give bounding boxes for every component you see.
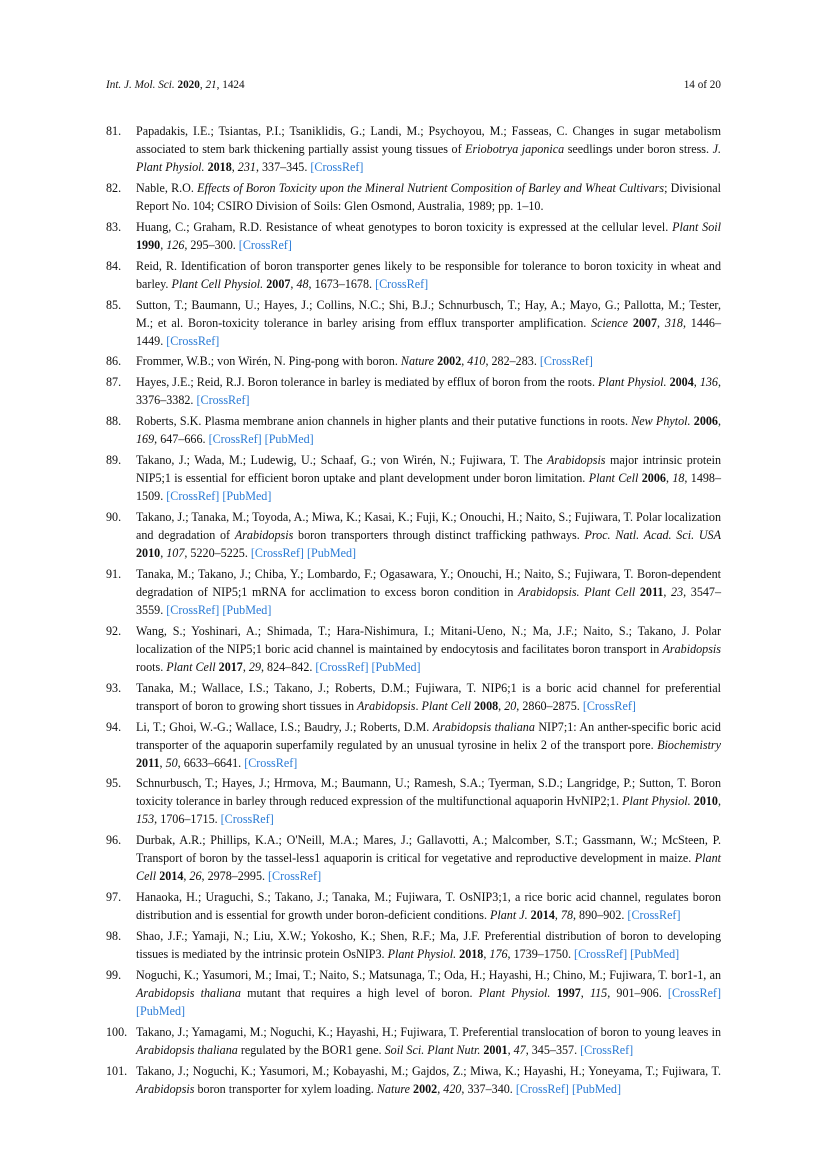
reference-italic-text: Arabidopsis — [234, 528, 294, 543]
reference-italic-text: Proc. Natl. Acad. Sci. USA — [584, 528, 721, 543]
reference-text-segment: , — [437, 1081, 444, 1096]
reference-year: 2014 — [159, 869, 184, 884]
reference-number: 86. — [106, 354, 122, 369]
reference-italic-text: 23 — [671, 584, 684, 599]
reference-item — [106, 296, 721, 350]
reference-italic-text: Eriobotrya japonica — [465, 142, 565, 156]
reference-text-segment: , 2978–2995. — [201, 869, 269, 884]
reference-text-segment: Huang, C.; Graham, R.D. Resistance of wheat genotypes to boron toxicity is expressed at the cellular level. — [136, 219, 673, 234]
reference-italic-text: Plant Cell — [421, 698, 471, 713]
reference-item — [106, 774, 721, 828]
crossref-link[interactable]: [CrossRef] — [627, 908, 681, 923]
reference-item — [106, 373, 721, 409]
reference-year: 1990 — [136, 237, 161, 252]
reference-text — [136, 776, 721, 826]
pubmed-link[interactable]: [PubMed] — [571, 1081, 621, 1096]
reference-text-segment: , — [717, 794, 721, 809]
reference-italic-text: 26 — [189, 869, 202, 884]
reference-text-segment: , — [160, 237, 167, 252]
reference-text-segment: , — [231, 160, 238, 174]
reference-item — [106, 257, 721, 293]
reference-text — [136, 298, 721, 348]
reference-text-segment: Takano, J.; Noguchi, K.; Yasumori, M.; Kobayashi, M.; Gajdos, Z.; Miwa, K.; Hayashi, H.; Yoneyama, T.; Fujiwara, T. — [136, 1063, 721, 1078]
reference-number: 100. — [106, 1024, 128, 1039]
reference-year: 2018 — [459, 947, 484, 962]
running-header — [106, 77, 721, 93]
reference-text-segment: , 295–300. — [184, 237, 239, 252]
crossref-link[interactable]: [CrossRef] — [582, 698, 636, 713]
reference-text-segment: Reid, R. Identification of boron transporter genes likely to be responsible for tolerance to boron toxicity in wheat and barley. — [136, 258, 721, 291]
reference-year: 2010 — [136, 546, 161, 561]
reference-number: 99. — [106, 968, 122, 983]
reference-text-segment: Shao, J.F.; Yamaji, N.; Liu, X.W.; Yokosho, K.; Shen, R.F.; Ma, J.F. Preferential distribution of boron to developing tissues is mediated by the intrinsic protein OsNIP3. — [136, 929, 721, 962]
pubmed-link[interactable]: [PubMed] — [136, 1004, 186, 1019]
reference-italic-text: Plant Physiol. — [387, 947, 457, 962]
reference-italic-text: Plant Physiol. — [622, 794, 691, 809]
reference-item — [106, 622, 721, 676]
reference-year: 2006 — [641, 471, 666, 486]
reference-italic-text: Biochemistry — [657, 737, 721, 752]
reference-text-segment: seedlings under boron stress. — [564, 142, 713, 156]
reference-text-segment: boron transporters through distinct trafficking pathways. — [293, 528, 585, 543]
reference-item — [106, 1023, 721, 1059]
reference-italic-text: Soil Sci. Plant Nutr. — [384, 1042, 481, 1057]
reference-year: 1997 — [556, 986, 581, 1001]
reference-italic-text: Arabidopsis. — [518, 584, 580, 599]
reference-text-segment: , — [160, 546, 167, 561]
reference-item — [106, 218, 721, 254]
reference-italic-text: 20 — [504, 698, 517, 713]
reference-text-segment: , 1706–1715. — [154, 812, 221, 827]
reference-number: 85. — [106, 297, 122, 312]
reference-text-segment: Takano, J.; Tanaka, M.; Toyoda, A.; Miwa, K.; Kasai, K.; Fuji, K.; Onouchi, H.; Naito, S.; Fujiwara, T. Polar localization and degradation of — [136, 510, 721, 543]
reference-text-segment: , — [159, 755, 166, 770]
reference-item — [106, 179, 721, 215]
reference-italic-text: Arabidopsis — [547, 453, 606, 468]
reference-italic-text: Arabidopsis — [357, 698, 416, 713]
reference-italic-text: New Phytol. — [631, 414, 691, 429]
reference-item — [106, 565, 721, 619]
reference-italic-text: Plant Cell Physiol. — [171, 276, 264, 291]
reference-text-segment: Li, T.; Ghoi, W.-G.; Wallace, I.S.; Baudry, J.; Roberts, D.M. — [136, 719, 433, 734]
pubmed-link[interactable]: [PubMed] — [222, 602, 272, 617]
reference-year: 2017 — [218, 659, 243, 674]
reference-italic-text: 420 — [443, 1081, 462, 1096]
reference-text — [136, 453, 721, 503]
reference-text-segment: , — [290, 276, 297, 291]
crossref-link[interactable]: [CrossRef] — [166, 602, 220, 617]
crossref-link[interactable]: [CrossRef] — [196, 393, 250, 408]
crossref-link[interactable]: [CrossRef] — [539, 354, 593, 369]
reference-number: 89. — [106, 453, 122, 468]
pubmed-link[interactable]: [PubMed] — [307, 546, 357, 561]
reference-text-segment: Hanaoka, H.; Uraguchi, S.; Takano, J.; Tanaka, M.; Fujiwara, T. OsNIP3;1, a rice boric acid channel, regulates boron distribution and is essential for growth under boron-deficient conditions. — [136, 890, 721, 923]
reference-italic-text: Arabidopsis thaliana — [136, 986, 241, 1001]
reference-year: 2014 — [530, 908, 555, 923]
journal-volume: 21 — [205, 79, 217, 91]
reference-italic-text: Arabidopsis thaliana — [432, 719, 535, 734]
reference-text-segment: , 901–906. — [607, 986, 668, 1001]
reference-text-segment: , 337–345. — [255, 160, 311, 174]
journal-name: Int. J. Mol. Sci. — [106, 79, 175, 91]
reference-year: 2006 — [693, 414, 718, 429]
reference-italic-text: 318 — [664, 315, 683, 330]
reference-text-segment: , 5220–5225. — [184, 546, 251, 561]
reference-text-segment: . — [415, 698, 422, 713]
reference-text-segment: , 1498–1509. — [136, 471, 722, 504]
reference-text-segment: , 345–357. — [525, 1042, 581, 1057]
reference-text — [136, 567, 721, 617]
reference-italic-text: Plant J. — [490, 908, 528, 923]
reference-text-segment: , — [657, 315, 665, 330]
reference-italic-text: Plant Cell — [166, 659, 216, 674]
reference-italic-text: 126 — [166, 237, 185, 252]
reference-italic-text: 115 — [589, 986, 608, 1001]
reference-number: 88. — [106, 414, 122, 429]
pubmed-link[interactable]: [PubMed] — [630, 947, 680, 962]
reference-text-segment: Sutton, T.; Baumann, U.; Hayes, J.; Collins, N.C.; Shi, B.J.; Schnurbusch, T.; Hay, A.; Mayo, G.; Pallotta, M.; Tester, M.; et al. Boron-toxicity tolerance in barley arising from efflux transporter amplification. — [136, 297, 721, 330]
reference-italic-text: Effects of Boron Toxicity upon the Mineral Nutrient Composition of Barley and Wheat Cultivars — [197, 180, 665, 195]
reference-text-segment: , — [242, 659, 249, 674]
reference-text-segment: , — [580, 986, 590, 1001]
reference-item — [106, 966, 721, 1020]
reference-italic-text: 78 — [560, 908, 573, 923]
reference-number: 95. — [106, 776, 122, 791]
reference-item — [106, 508, 721, 562]
reference-text — [136, 510, 721, 560]
reference-text-segment: boron transporter for xylem loading. — [194, 1081, 377, 1096]
reference-text-segment: Tanaka, M.; Wallace, I.S.; Takano, J.; Roberts, D.M.; Fujiwara, T. NIP6;1 is a boric acid channel for preferential transport of boron to growing short tissues in — [136, 680, 721, 713]
reference-item — [106, 718, 721, 772]
reference-italic-text: Arabidopsis — [136, 1081, 195, 1096]
reference-item — [106, 888, 721, 924]
reference-italic-text: Plant Physiol. — [478, 986, 551, 1001]
reference-italic-text: 136 — [699, 375, 718, 390]
reference-text — [136, 124, 721, 174]
pubmed-link[interactable]: [PubMed] — [222, 489, 272, 504]
reference-number: 91. — [106, 566, 122, 581]
reference-italic-text: 18 — [672, 471, 685, 486]
reference-item — [106, 831, 721, 885]
reference-italic-text: 29 — [248, 659, 261, 674]
reference-italic-text: Plant Cell — [588, 471, 639, 486]
reference-text-segment: , — [498, 698, 505, 713]
reference-text-segment: Wang, S.; Yoshinari, A.; Shimada, T.; Hara-Nishimura, I.; Mitani-Ueno, N.; Ma, J.F.; Naito, S.; Takano, J. Polar localization of the NIP5;1 boric acid channel is maintained by endocytosis and facilitates boron transport in — [136, 623, 721, 656]
reference-text — [136, 890, 721, 922]
reference-text-segment: Takano, J.; Yamagami, M.; Noguchi, K.; Hayashi, H.; Fujiwara, T. Preferential translocation of boron to young leaves in — [136, 1024, 721, 1039]
reference-text-segment: Hayes, J.E.; Reid, R.J. Boron tolerance in barley is mediated by efflux of boron from the roots. — [136, 375, 599, 390]
reference-number: 98. — [106, 929, 122, 944]
reference-text-segment: , 647–666. — [154, 432, 209, 447]
reference-number: 90. — [106, 510, 122, 525]
reference-italic-text: 107 — [166, 546, 185, 561]
crossref-link[interactable]: [CrossRef] — [268, 869, 322, 884]
reference-italic-text: J. Plant Physiol. — [136, 142, 722, 174]
crossref-link[interactable]: [CrossRef] — [166, 489, 220, 504]
reference-italic-text: 176 — [489, 947, 508, 962]
reference-text-segment: Takano, J.; Wada, M.; Ludewig, U.; Schaaf, G.; von Wirén, N.; Fujiwara, T. The — [136, 453, 548, 468]
reference-text-segment: , — [461, 354, 468, 369]
reference-number: 92. — [106, 623, 122, 638]
page-number: 14 of 20 — [683, 79, 721, 91]
reference-text — [136, 929, 721, 961]
reference-text — [136, 1064, 721, 1096]
crossref-link[interactable]: [CrossRef] — [667, 986, 721, 1001]
reference-italic-text: Science — [591, 315, 629, 330]
reference-year: 2010 — [693, 794, 718, 809]
reference-item — [106, 412, 721, 448]
reference-text-segment: regulated by the BOR1 gene. — [237, 1042, 385, 1057]
reference-item — [106, 1062, 721, 1098]
reference-text-segment: , — [183, 869, 190, 884]
reference-text-segment: , — [554, 908, 561, 923]
reference-text-segment: , 1446–1449. — [136, 315, 722, 348]
reference-item — [106, 927, 721, 963]
reference-number: 81. — [106, 124, 122, 138]
reference-italic-text: 169 — [136, 432, 155, 447]
reference-text — [136, 220, 721, 252]
reference-text-segment: Papadakis, I.E.; Tsiantas, P.I.; Tsaniklidis, G.; Landi, M.; Psychoyou, M.; Fasseas, C. Changes in sugar metabolism associated to stem bark thickening partially assist young tissues of — [136, 124, 721, 156]
reference-year: 2011 — [136, 755, 160, 770]
reference-text-segment: NIP7;1: An anther-specific boric acid transporter of the aquaporin superfamily regulated by an unusual tyrosine in helix 2 of the transport pore. — [136, 719, 721, 752]
reference-item — [106, 122, 721, 176]
reference-italic-text: Plant Soil — [672, 219, 721, 234]
reference-text-segment: , 890–902. — [573, 908, 628, 923]
reference-text-segment: Nable, R.O. — [136, 180, 198, 195]
reference-italic-text: Nature — [376, 1081, 410, 1096]
reference-text-segment: , 6633–6641. — [177, 755, 245, 770]
reference-text-segment: , — [717, 414, 721, 429]
reference-text-segment: , 337–340. — [461, 1081, 516, 1096]
article-number: 1424 — [222, 79, 245, 91]
crossref-link[interactable]: [CrossRef] — [515, 1081, 569, 1096]
crossref-link[interactable]: [CrossRef] — [375, 276, 429, 291]
crossref-link[interactable]: [CrossRef] — [166, 333, 220, 348]
reference-text — [136, 181, 721, 213]
reference-text-segment: , 3547–3559. — [136, 584, 722, 617]
reference-italic-text: Arabidopsis thaliana — [136, 1042, 238, 1057]
reference-item — [106, 451, 721, 505]
reference-italic-text: 50 — [165, 755, 178, 770]
reference-text-segment: , 1739–1750. — [507, 947, 575, 962]
crossref-link[interactable]: [CrossRef] — [250, 546, 304, 561]
reference-italic-text: 231 — [237, 160, 256, 174]
reference-year: 2007 — [266, 276, 291, 291]
reference-year: 2001 — [483, 1042, 508, 1057]
reference-text — [136, 414, 721, 446]
reference-text — [136, 681, 721, 713]
reference-year: 2002 — [437, 354, 462, 369]
reference-year: 2002 — [413, 1081, 438, 1096]
reference-text-segment: , 282–283. — [485, 354, 540, 369]
reference-text-segment: mutant that requires a high level of boron. — [240, 986, 479, 1001]
crossref-link[interactable]: [CrossRef] — [244, 755, 298, 770]
reference-text-segment: , 2860–2875. — [516, 698, 583, 713]
reference-year: 2007 — [632, 315, 658, 330]
reference-text-segment: , 3376–3382. — [136, 375, 721, 408]
reference-italic-text: 47 — [513, 1042, 526, 1057]
reference-italic-text: 153 — [136, 812, 155, 827]
reference-text-segment: ; Divisional Report No. 104; CSIRO Division of Soils: Glen Osmond, Australia, 1989; pp. 1–10. — [136, 180, 722, 213]
reference-italic-text: 48 — [296, 276, 309, 291]
reference-text-segment: , 1673–1678. — [308, 276, 376, 291]
reference-number: 97. — [106, 890, 122, 905]
crossref-link[interactable]: [CrossRef] — [315, 659, 369, 674]
reference-number: 83. — [106, 219, 122, 234]
reference-italic-text: Arabidopsis — [662, 641, 721, 656]
reference-italic-text: Plant Cell — [136, 851, 721, 884]
reference-number: 82. — [106, 180, 122, 195]
reference-text — [136, 833, 721, 883]
reference-number: 84. — [106, 258, 122, 273]
reference-text-segment: Durbak, A.R.; Phillips, K.A.; O'Neill, M.A.; Mares, J.; Gallavotti, A.; Malcomber, S.T.; Gassmann, W.; McSteen, P. Transport of boron by the tassel-less1 aquaporin is critical for vegetative and reproductive development in maize. — [136, 833, 721, 866]
reference-text — [136, 968, 721, 1018]
reference-text-segment: , 824–842. — [260, 659, 316, 674]
crossref-link[interactable]: [CrossRef] — [310, 160, 364, 174]
reference-number: 94. — [106, 719, 122, 734]
reference-text-segment: Frommer, W.B.; von Wirén, N. Ping-pong with boron. — [136, 354, 401, 369]
reference-text — [136, 354, 593, 368]
reference-text-segment: Tanaka, M.; Takano, J.; Chiba, Y.; Lombardo, F.; Ogasawara, Y.; Onouchi, H.; Naito, S.; Fujiwara, T. Boron-dependent degradation of NIP5;1 mRNA for acclimation to excess boron condition in — [136, 566, 721, 599]
journal-citation: Int. J. Mol. Sci. 2020, 21, 1424 — [106, 79, 245, 91]
pubmed-link[interactable]: [PubMed] — [371, 659, 421, 674]
reference-italic-text: 410 — [467, 354, 486, 369]
reference-text-segment: major intrinsic protein NIP5;1 is essential for efficient boron uptake and plant development under boron limitation. — [136, 453, 722, 486]
reference-number: 93. — [106, 680, 122, 695]
reference-year: 2008 — [473, 698, 499, 713]
reference-text-segment: , — [693, 375, 700, 390]
reference-text — [136, 375, 721, 407]
reference-item — [106, 352, 721, 370]
reference-text-segment: , — [663, 584, 672, 599]
reference-number: 96. — [106, 833, 122, 848]
crossref-link[interactable]: [CrossRef] — [220, 812, 274, 827]
crossref-link[interactable]: [CrossRef] — [580, 1042, 634, 1057]
reference-number: 101. — [106, 1063, 128, 1078]
reference-number: 87. — [106, 375, 122, 390]
reference-text-segment: , — [483, 947, 490, 962]
reference-list — [106, 122, 721, 1101]
reference-year: 2011 — [639, 584, 664, 599]
crossref-link[interactable]: [CrossRef] — [574, 947, 628, 962]
crossref-link[interactable]: [CrossRef] — [208, 432, 262, 447]
reference-italic-text: Nature — [400, 354, 435, 369]
reference-text-segment: Roberts, S.K. Plasma membrane anion channels in higher plants and their putative functions in roots. — [136, 414, 632, 429]
pubmed-link[interactable]: [PubMed] — [264, 432, 314, 447]
reference-item — [106, 679, 721, 715]
reference-text-segment: roots. — [136, 659, 167, 674]
reference-year: 2018 — [207, 160, 232, 174]
reference-text-segment: , — [507, 1042, 514, 1057]
reference-text — [136, 624, 721, 674]
journal-year: 2020 — [177, 79, 200, 91]
reference-italic-text: Plant Physiol. — [598, 375, 667, 390]
reference-text-segment: Noguchi, K.; Yasumori, M.; Imai, T.; Naito, S.; Matsunaga, T.; Oda, H.; Hayashi, H.; Chino, M.; Fujiwara, T. bor1-1, an — [136, 968, 721, 983]
reference-text — [136, 259, 721, 291]
reference-text — [136, 720, 721, 770]
crossref-link[interactable]: [CrossRef] — [238, 237, 292, 252]
reference-text — [136, 1025, 721, 1057]
reference-year: 2004 — [669, 375, 694, 390]
reference-text-segment: Schnurbusch, T.; Hayes, J.; Hrmova, M.; Baumann, U.; Ramesh, S.A.; Tyerman, S.D.; Langridge, P.; Sutton, T. Boron toxicity tolerance in barley through reduced expression of the multifunctional aquaporin HvNIP2;1. — [136, 776, 721, 809]
reference-italic-text: Plant Cell — [584, 584, 636, 599]
reference-text-segment: , — [665, 471, 673, 486]
